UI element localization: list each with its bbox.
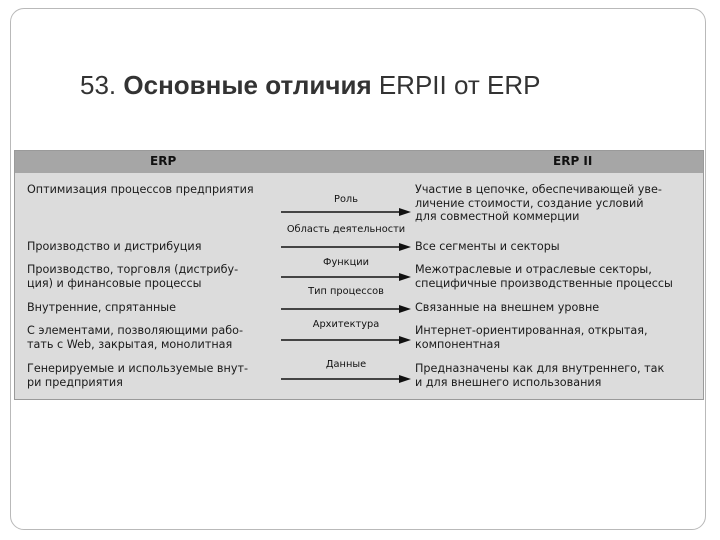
row-role-erp-ii-line: Участие в цепочке, обеспечивающей уве- [415,183,662,196]
row-functions-erp-line: Производство, торговля (дистрибу- [27,263,239,276]
row-process-type-dimension: Тип процессов [308,286,384,297]
row-data-erp-ii-line: и для внешнего использования [415,375,602,389]
row-scope-dimension: Область деятельности [286,224,406,235]
row-functions-dimension: Функции [323,257,369,268]
row-data-erp-ii-line: Предназначены как для внутреннего, так [415,362,665,375]
row-architecture-erp-ii-line: Интернет-ориентированная, открытая, [415,324,648,337]
row-architecture-erp-line: тать с Web, закрытая, монолитная [27,337,233,351]
row-scope-erp-ii-line: Все сегменты и секторы [415,240,560,253]
arrow-right-icon [281,335,411,345]
row-role-erp-line: Оптимизация процессов предприятия [27,183,254,196]
row-data-erp [27,362,248,389]
row-data-erp-line: ри предприятия [27,375,123,389]
title-text-part1: Основные отличия [123,70,372,100]
row-process-type-erp [27,301,176,315]
row-role-erp [27,183,254,197]
row-architecture-erp-ii [415,324,648,351]
row-functions-erp-ii [415,263,673,290]
row-role-erp-ii-line: для совместной коммерции [415,210,580,223]
row-role-erp-ii-line: личение стоимости, создание условий [415,196,644,210]
row-architecture-erp [27,324,243,351]
row-role-erp-ii [415,183,662,224]
row-process-type-erp-ii [415,301,599,315]
row-scope-erp-line: Производство и дистрибуция [27,240,202,253]
header-erp-ii: ERP II [553,154,593,168]
arrow-right-icon [281,374,411,384]
row-architecture-erp-line: С элементами, позволяющими рабо- [27,324,244,337]
title-number: 53. [80,70,117,100]
row-role-dimension: Роль [334,194,358,205]
slide-title [80,70,540,101]
row-process-type-erp-line: Внутренние, спрятанные [27,301,177,314]
arrow-right-icon [281,272,411,282]
row-functions-erp-ii-line: специфичные производственные процессы [415,276,673,290]
row-data-dimension: Данные [325,359,367,370]
row-architecture-erp-ii-line: компонентная [415,337,501,351]
header-erp: ERP [150,154,177,168]
row-scope-erp-ii [415,240,560,254]
arrow-right-icon [281,207,411,217]
arrow-right-icon [281,304,411,314]
row-scope-erp [27,240,201,254]
title-text-part2: ERPII от ERP [378,70,541,100]
row-process-type-erp-ii-line: Связанные на внешнем уровне [415,301,600,314]
row-functions-erp-line: ция) и финансовые процессы [27,276,202,290]
row-architecture-dimension: Архитектура [312,319,380,330]
table-header [15,151,703,173]
row-functions-erp-ii-line: Межотраслевые и отраслевые секторы, [415,263,652,276]
row-data-erp-line: Генерируемые и используемые внут- [27,362,248,375]
erp-comparison-table [14,150,704,400]
arrow-right-icon [281,242,411,252]
row-data-erp-ii [415,362,664,389]
row-functions-erp [27,263,238,290]
